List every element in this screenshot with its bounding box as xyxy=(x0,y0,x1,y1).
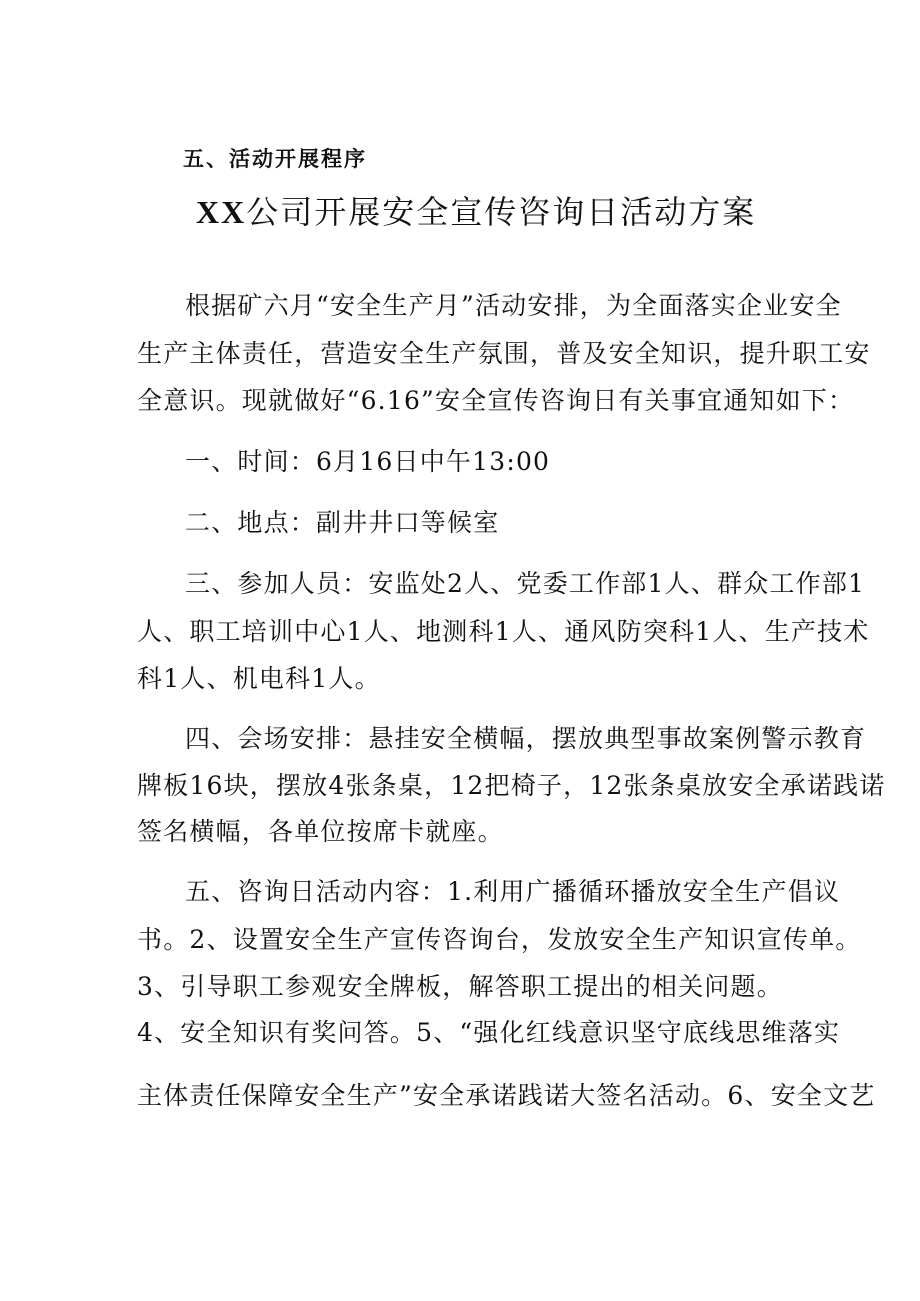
body-line: 根据矿六月“安全生产月”活动安排，为全面落实企业安全 xyxy=(185,291,842,320)
title-prefix: XX xyxy=(196,194,247,230)
body-line: 三、参加人员：安监处2人、党委工作部1人、群众工作部1 xyxy=(185,569,866,598)
body-line: 四、会场安排：悬挂安全横幅，摆放典型事故案例警示教育 xyxy=(185,724,867,753)
body-line: 全意识。现就做好“6.16”安全宣传咨询日有关事宜通知如下： xyxy=(137,386,855,415)
body-line: 4、安全知识有奖问答。5、“强化红线意识坚守底线思维落实 xyxy=(137,1018,841,1047)
body-line: 五、咨询日活动内容：1.利用广播循环播放安全生产倡议 xyxy=(185,877,841,906)
title-text: 公司开展安全宣传咨询日活动方案 xyxy=(246,193,757,231)
body-line: 一、时间：6月16日中午13:00 xyxy=(185,447,551,476)
body-line: 书。2、设置安全生产宣传咨询台，发放安全生产知识宣传单。 xyxy=(137,925,862,954)
body-line: 科1人、机电科1人。 xyxy=(137,664,381,693)
body-line: 牌板16块，摆放4张条桌，12把椅子，12张条桌放安全承诺践诺 xyxy=(137,771,886,800)
body-line: 签名横幅，各单位按席卡就座。 xyxy=(137,817,504,846)
body-line: 人、职工培训中心1人、地测科1人、通风防突科1人、生产技术 xyxy=(137,617,870,646)
body-line: 生产主体责任，营造安全生产氛围，普及安全知识，提升职工安 xyxy=(137,339,871,368)
body-line: 二、地点：副井井口等候室 xyxy=(185,508,500,537)
body-line: 主体责任保障安全生产”安全承诺践诺大签名活动。6、安全文艺 xyxy=(137,1081,876,1110)
section-heading: 五、活动开展程序 xyxy=(183,146,367,171)
body-line: 3、引导职工参观安全牌板，解答职工提出的相关问题。 xyxy=(137,972,783,1001)
document-title xyxy=(196,192,756,232)
